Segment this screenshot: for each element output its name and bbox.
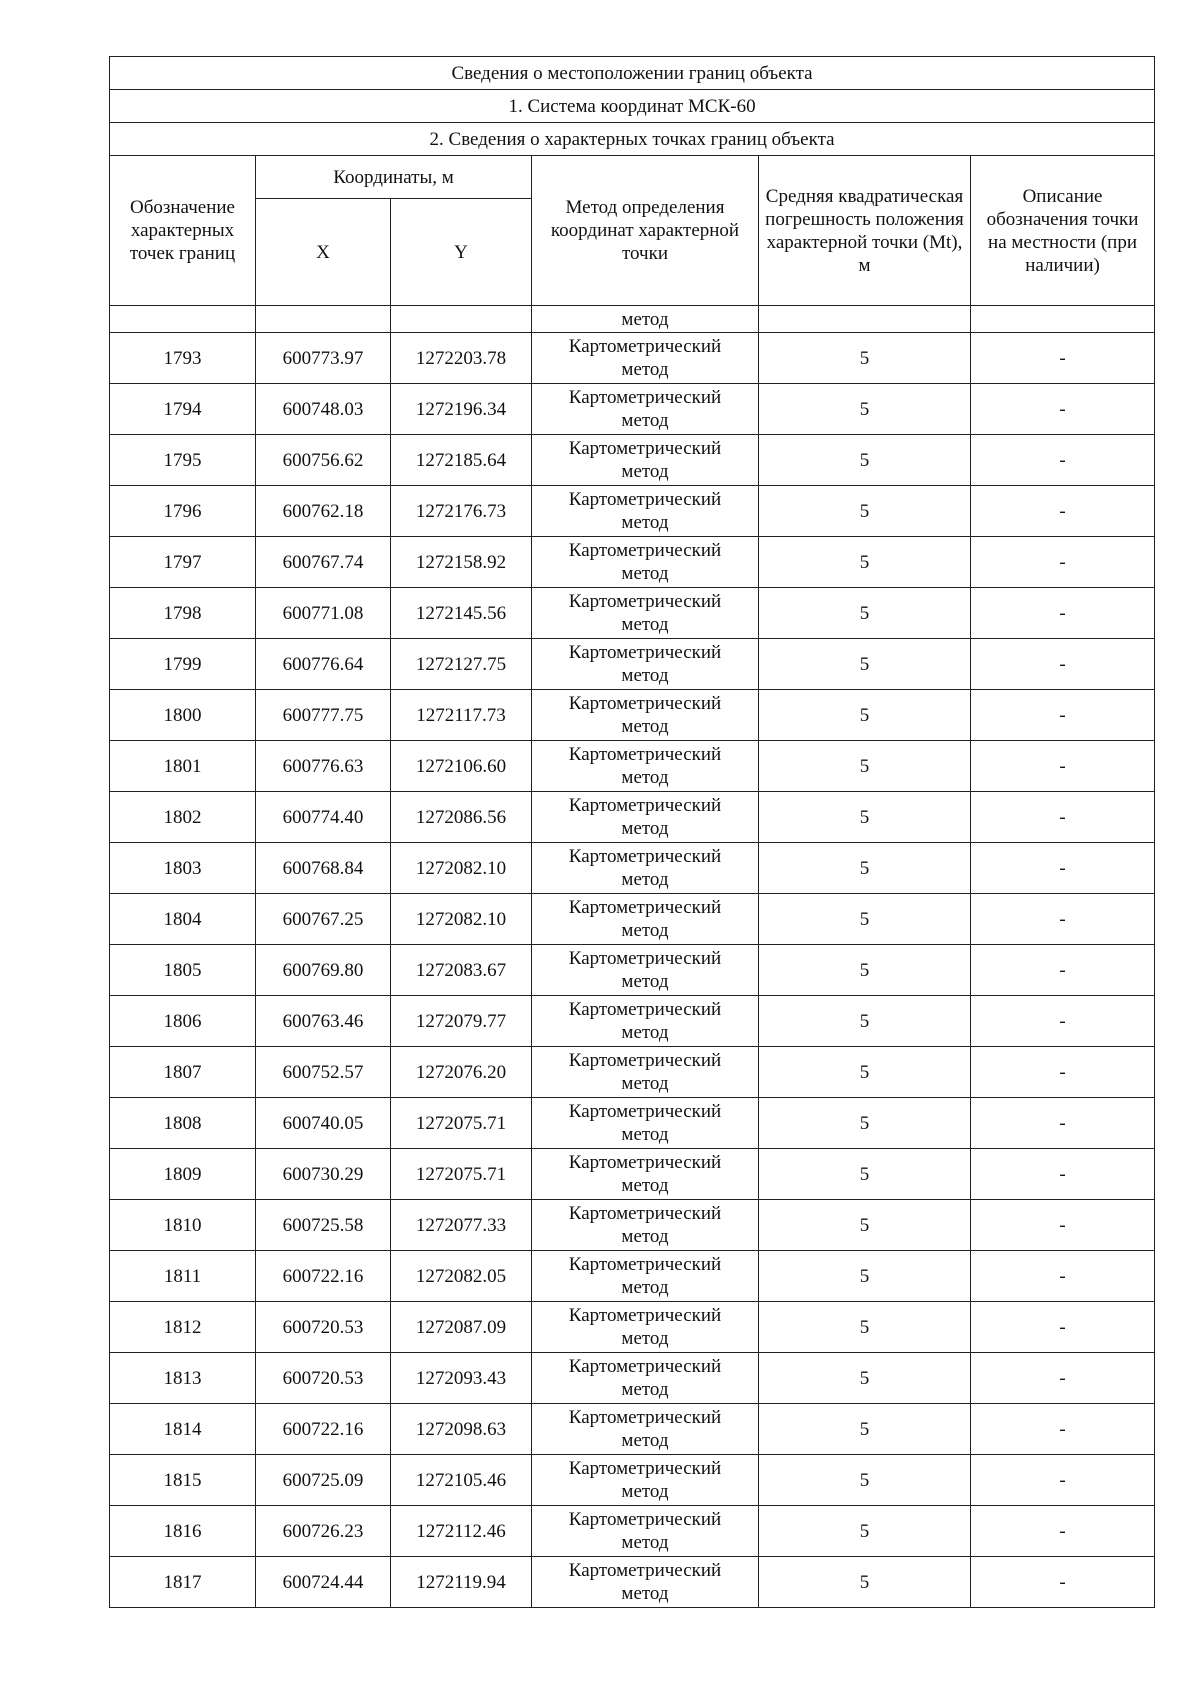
method [532,1302,759,1353]
coord-x: 600762.18 [256,486,391,537]
mean-error: 5 [759,1353,971,1404]
mean-error: 5 [759,741,971,792]
coord-x: 600740.05 [256,1098,391,1149]
points-section-title: 2. Сведения о характерных точках границ объекта [110,123,1155,156]
coord-y: 1272087.09 [391,1302,532,1353]
header-description: Описание обозначения точки на местности (при наличии) [971,156,1155,306]
method-line-1: Картометрический [568,1356,722,1377]
header-error: Средняя квадратическая погрешность положения характерной точки (Mt), м [759,156,971,306]
boundary-points-table [109,56,1155,1608]
point-description: - [971,588,1155,639]
table-row [110,1302,1155,1353]
point-description: - [971,333,1155,384]
method-line-2: метод [621,614,669,635]
method-line-2: метод [621,1481,669,1502]
coord-y: 1272077.33 [391,1200,532,1251]
method-line-1: Картометрический [568,1560,722,1581]
mean-error: 5 [759,1455,971,1506]
method-line-1: Картометрический [568,438,722,459]
method [532,639,759,690]
mean-error: 5 [759,486,971,537]
mean-error: 5 [759,1557,971,1608]
cell-empty [971,306,1155,333]
mean-error: 5 [759,333,971,384]
method [532,435,759,486]
coord-x: 600724.44 [256,1557,391,1608]
method [532,1098,759,1149]
method-line-1: Картометрический [568,897,722,918]
point-number: 1793 [110,333,256,384]
mean-error: 5 [759,690,971,741]
method-line-1: Картометрический [568,642,722,663]
cell-empty [110,306,256,333]
point-number: 1807 [110,1047,256,1098]
title-row [110,57,1155,90]
table-row [110,486,1155,537]
table-row [110,1200,1155,1251]
method-line-2: метод [621,716,669,737]
coord-y: 1272112.46 [391,1506,532,1557]
method-line-1: Картометрический [568,846,722,867]
mean-error: 5 [759,1506,971,1557]
header-designation: Обозначение характерных точек границ [110,156,256,306]
point-description: - [971,639,1155,690]
mean-error: 5 [759,588,971,639]
mean-error: 5 [759,843,971,894]
coord-y: 1272082.10 [391,843,532,894]
table-row [110,945,1155,996]
point-number: 1796 [110,486,256,537]
method-line-2: метод [621,767,669,788]
point-description: - [971,1455,1155,1506]
point-description: - [971,1251,1155,1302]
method-line-2: метод [621,1430,669,1451]
coord-x: 600722.16 [256,1251,391,1302]
point-description: - [971,1557,1155,1608]
method-line-2: метод [621,1277,669,1298]
method [532,1251,759,1302]
point-number: 1806 [110,996,256,1047]
header-y: Y [391,199,532,306]
method [532,537,759,588]
point-description: - [971,843,1155,894]
coord-x: 600730.29 [256,1149,391,1200]
table-row [110,639,1155,690]
point-number: 1799 [110,639,256,690]
point-number: 1803 [110,843,256,894]
method [532,1200,759,1251]
method [532,843,759,894]
point-number: 1810 [110,1200,256,1251]
mean-error: 5 [759,792,971,843]
table-row [110,690,1155,741]
coord-x: 600756.62 [256,435,391,486]
method [532,741,759,792]
mean-error: 5 [759,537,971,588]
point-number: 1813 [110,1353,256,1404]
table-row [110,894,1155,945]
coord-y: 1272082.10 [391,894,532,945]
table-row [110,333,1155,384]
coord-y: 1272176.73 [391,486,532,537]
point-description: - [971,1302,1155,1353]
point-number: 1795 [110,435,256,486]
point-number: 1808 [110,1098,256,1149]
table-row [110,588,1155,639]
table-row [110,1047,1155,1098]
method-line-2: метод [621,1073,669,1094]
mean-error: 5 [759,435,971,486]
point-number: 1809 [110,1149,256,1200]
method-line-1: Картометрический [568,1203,722,1224]
coord-x: 600769.80 [256,945,391,996]
method-line-2: метод [621,512,669,533]
table-row [110,384,1155,435]
coord-x: 600763.46 [256,996,391,1047]
point-description: - [971,384,1155,435]
header-row-1 [110,156,1155,199]
point-description: - [971,486,1155,537]
method-line-2: метод [621,818,669,839]
mean-error: 5 [759,894,971,945]
method-line-2: метод [621,1532,669,1553]
mean-error: 5 [759,384,971,435]
cell-empty [256,306,391,333]
coord-x: 600748.03 [256,384,391,435]
table-row [110,1404,1155,1455]
method [532,996,759,1047]
method [532,1404,759,1455]
mean-error: 5 [759,1149,971,1200]
method [532,1047,759,1098]
method [532,945,759,996]
mean-error: 5 [759,1098,971,1149]
method-line-2: метод [621,359,669,380]
method [532,792,759,843]
coord-y: 1272082.05 [391,1251,532,1302]
coord-x: 600774.40 [256,792,391,843]
method [532,1353,759,1404]
point-number: 1805 [110,945,256,996]
method [532,333,759,384]
coord-y: 1272203.78 [391,333,532,384]
point-number: 1814 [110,1404,256,1455]
method-line-2: метод [621,410,669,431]
coord-y: 1272083.67 [391,945,532,996]
point-description: - [971,1200,1155,1251]
point-description: - [971,1506,1155,1557]
method-line-1: Картометрический [568,1101,722,1122]
point-number: 1804 [110,894,256,945]
coord-x: 600722.16 [256,1404,391,1455]
point-description: - [971,537,1155,588]
header-x: X [256,199,391,306]
method-line-1: Картометрический [568,1509,722,1530]
coord-x: 600767.74 [256,537,391,588]
method-line-2: метод [621,1175,669,1196]
coord-y: 1272158.92 [391,537,532,588]
table-row [110,792,1155,843]
point-number: 1801 [110,741,256,792]
coord-x: 600776.64 [256,639,391,690]
table-row [110,1353,1155,1404]
method-line-2: метод [621,563,669,584]
coord-y: 1272075.71 [391,1149,532,1200]
method-line-1: Картометрический [568,1254,722,1275]
method-line-1: Картометрический [568,336,722,357]
continuation-row [110,306,1155,333]
point-number: 1811 [110,1251,256,1302]
method [532,486,759,537]
method-line-1: Картометрический [568,387,722,408]
point-number: 1812 [110,1302,256,1353]
coord-y: 1272119.94 [391,1557,532,1608]
coord-y: 1272127.75 [391,639,532,690]
method-line-2: метод [621,1124,669,1145]
cell-empty [759,306,971,333]
coord-y: 1272098.63 [391,1404,532,1455]
method-line-1: Картометрический [568,1407,722,1428]
point-description: - [971,1098,1155,1149]
method-line-2: метод [621,461,669,482]
point-number: 1816 [110,1506,256,1557]
mean-error: 5 [759,1251,971,1302]
coord-y: 1272145.56 [391,588,532,639]
coord-x: 600720.53 [256,1353,391,1404]
coord-y: 1272086.56 [391,792,532,843]
point-number: 1802 [110,792,256,843]
coord-y: 1272117.73 [391,690,532,741]
method-line-1: Картометрический [568,1152,722,1173]
point-number: 1797 [110,537,256,588]
method-line-2: метод [621,1583,669,1604]
method-line-2: метод [621,1022,669,1043]
coord-y: 1272196.34 [391,384,532,435]
method [532,384,759,435]
point-number: 1798 [110,588,256,639]
point-description: - [971,1149,1155,1200]
mean-error: 5 [759,639,971,690]
point-description: - [971,435,1155,486]
method-line-2: метод [621,869,669,890]
coord-x: 600726.23 [256,1506,391,1557]
method-line-2: метод [621,920,669,941]
method-line-1: Картометрический [568,999,722,1020]
header-method: Метод определения координат характерной точки [532,156,759,306]
coord-x: 600725.58 [256,1200,391,1251]
table-row [110,996,1155,1047]
mean-error: 5 [759,1302,971,1353]
method-line-2: метод [621,971,669,992]
table-row [110,741,1155,792]
coord-x: 600777.75 [256,690,391,741]
point-description: - [971,1047,1155,1098]
point-number: 1817 [110,1557,256,1608]
table-row [110,843,1155,894]
coord-x: 600771.08 [256,588,391,639]
method-line-1: Картометрический [568,693,722,714]
coord-x: 600725.09 [256,1455,391,1506]
point-description: - [971,996,1155,1047]
method-line-1: Картометрический [568,744,722,765]
mean-error: 5 [759,1404,971,1455]
table-row [110,1506,1155,1557]
method-line-2: метод [621,1226,669,1247]
method-line-1: Картометрический [568,1050,722,1071]
mean-error: 5 [759,996,971,1047]
coord-y: 1272076.20 [391,1047,532,1098]
method-line-2: метод [621,1379,669,1400]
table-row [110,1455,1155,1506]
point-description: - [971,741,1155,792]
coord-y: 1272106.60 [391,741,532,792]
coord-y: 1272105.46 [391,1455,532,1506]
header-coordinates: Координаты, м [256,156,532,199]
method-line-1: Картометрический [568,948,722,969]
mean-error: 5 [759,1200,971,1251]
method [532,1149,759,1200]
point-description: - [971,1404,1155,1455]
coord-x: 600776.63 [256,741,391,792]
coord-y: 1272185.64 [391,435,532,486]
method-line-1: Картометрический [568,540,722,561]
cell-empty [391,306,532,333]
table-row [110,1149,1155,1200]
coord-y: 1272093.43 [391,1353,532,1404]
coord-x: 600767.25 [256,894,391,945]
method [532,1557,759,1608]
point-number: 1800 [110,690,256,741]
method [532,690,759,741]
table-row [110,435,1155,486]
coordinate-system-row [110,90,1155,123]
point-description: - [971,1353,1155,1404]
point-description: - [971,894,1155,945]
coord-y: 1272079.77 [391,996,532,1047]
coord-y: 1272075.71 [391,1098,532,1149]
method [532,1506,759,1557]
method [532,1455,759,1506]
method-line-2: метод [621,1328,669,1349]
method-line-1: Картометрический [568,489,722,510]
mean-error: 5 [759,945,971,996]
table-row [110,537,1155,588]
point-number: 1815 [110,1455,256,1506]
point-description: - [971,945,1155,996]
coord-x: 600768.84 [256,843,391,894]
coord-x: 600720.53 [256,1302,391,1353]
table-row [110,1251,1155,1302]
table-title: Сведения о местоположении границ объекта [110,57,1155,90]
coordinate-system: 1. Система координат МСК-60 [110,90,1155,123]
coord-x: 600752.57 [256,1047,391,1098]
method-line-1: Картометрический [568,1305,722,1326]
method-line-1: Картометрический [568,795,722,816]
method-line-1: Картометрический [568,1458,722,1479]
point-number: 1794 [110,384,256,435]
method-line-2: метод [621,665,669,686]
point-description: - [971,792,1155,843]
table-row [110,1557,1155,1608]
point-description: - [971,690,1155,741]
points-section-row [110,123,1155,156]
method [532,588,759,639]
continuation-method: метод [532,306,759,333]
method-line-1: Картометрический [568,591,722,612]
coord-x: 600773.97 [256,333,391,384]
table-row [110,1098,1155,1149]
mean-error: 5 [759,1047,971,1098]
method [532,894,759,945]
